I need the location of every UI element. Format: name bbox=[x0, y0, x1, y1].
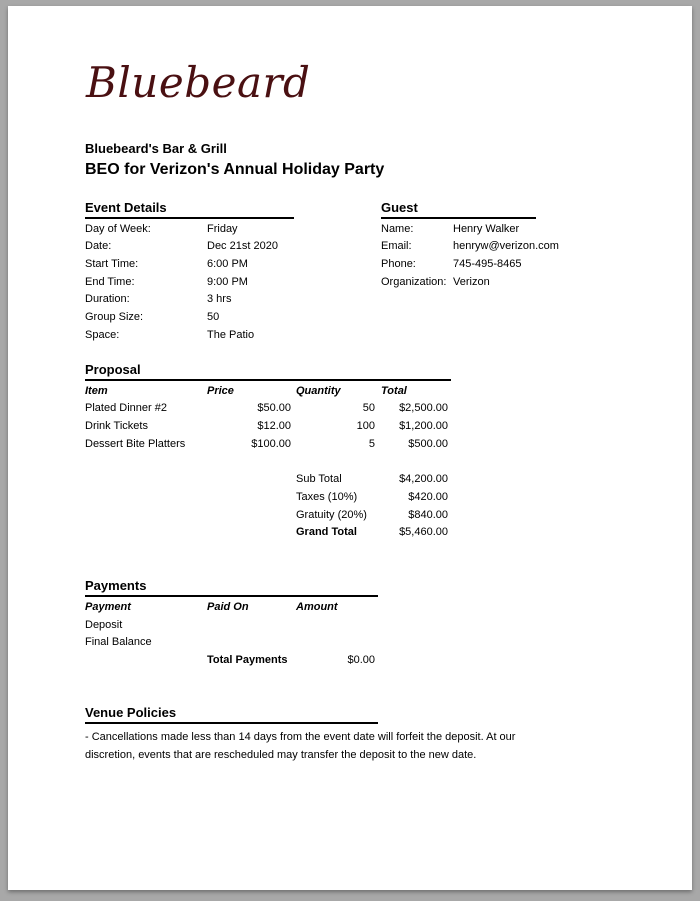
detail-value: 9:00 PM bbox=[207, 276, 248, 288]
venue-name: Bluebeard's Bar & Grill bbox=[85, 141, 227, 156]
column-header-total: Total bbox=[381, 385, 407, 397]
proposal-rule bbox=[85, 379, 451, 381]
detail-value: 6:00 PM bbox=[207, 258, 248, 270]
total-payments-value: $0.00 bbox=[347, 654, 375, 666]
column-header-price: Price bbox=[207, 385, 234, 397]
detail-label: Date: bbox=[85, 240, 112, 252]
detail-label: Duration: bbox=[85, 293, 130, 305]
payment-row: Deposit bbox=[85, 619, 123, 631]
guest-value: Henry Walker bbox=[453, 223, 520, 235]
guest-label: Phone: bbox=[381, 258, 416, 270]
grand-total-label: Grand Total bbox=[296, 526, 357, 538]
item-quantity: 100 bbox=[356, 420, 375, 432]
guest-label: Name: bbox=[381, 223, 414, 235]
summary-label: Sub Total bbox=[296, 473, 342, 485]
detail-label: Space: bbox=[85, 329, 120, 341]
guest-rule bbox=[381, 217, 536, 219]
grand-total-value: $5,460.00 bbox=[399, 526, 448, 538]
detail-value: Friday bbox=[207, 223, 238, 235]
payments-rule bbox=[85, 595, 378, 597]
summary-label: Taxes (10%) bbox=[296, 491, 358, 503]
detail-label: Start Time: bbox=[85, 258, 139, 270]
column-header-item: Item bbox=[85, 385, 108, 397]
summary-value: $4,200.00 bbox=[399, 473, 448, 485]
item-name: Drink Tickets bbox=[85, 420, 148, 432]
total-payments-label: Total Payments bbox=[207, 654, 288, 666]
document-page bbox=[8, 6, 692, 890]
detail-label: Group Size: bbox=[85, 311, 144, 323]
column-header-paid-on: Paid On bbox=[207, 601, 249, 613]
page-title: BEO for Verizon's Annual Holiday Party bbox=[85, 161, 385, 178]
column-header-amount: Amount bbox=[296, 601, 338, 613]
detail-value: 50 bbox=[207, 311, 220, 323]
item-name: Plated Dinner #2 bbox=[85, 402, 167, 414]
bluebeard-logo: Bluebeard bbox=[86, 58, 311, 107]
guest-value: henryw@verizon.com bbox=[453, 240, 559, 252]
summary-value: $840.00 bbox=[408, 509, 448, 521]
detail-value: The Patio bbox=[207, 329, 255, 341]
detail-label: End Time: bbox=[85, 276, 135, 288]
venue-policies-heading: Venue Policies bbox=[85, 705, 177, 720]
item-total: $2,500.00 bbox=[399, 402, 448, 414]
detail-value: Dec 21st 2020 bbox=[207, 240, 278, 252]
payment-row: Final Balance bbox=[85, 636, 152, 648]
guest-label: Organization: bbox=[381, 276, 447, 288]
column-header-payment: Payment bbox=[85, 601, 131, 613]
item-total: $500.00 bbox=[408, 438, 448, 450]
guest-label: Email: bbox=[381, 240, 412, 252]
payments-heading: Payments bbox=[85, 578, 147, 593]
item-name: Dessert Bite Platters bbox=[85, 438, 186, 450]
item-total: $1,200.00 bbox=[399, 420, 448, 432]
summary-value: $420.00 bbox=[408, 491, 448, 503]
venue-policies-rule bbox=[85, 722, 378, 724]
item-price: $12.00 bbox=[257, 420, 291, 432]
summary-label: Gratuity (20%) bbox=[296, 509, 367, 521]
event-details-heading: Event Details bbox=[85, 200, 167, 215]
guest-value: 745-495-8465 bbox=[453, 258, 522, 270]
item-price: $50.00 bbox=[257, 402, 291, 414]
venue-policies-text: - Cancellations made less than 14 days from the event date will forfeit the deposit. At our discretion, events that are rescheduled may transfer the deposit to the new date. bbox=[85, 731, 516, 761]
proposal-heading: Proposal bbox=[85, 362, 141, 377]
detail-value: 3 hrs bbox=[207, 293, 232, 305]
detail-label: Day of Week: bbox=[85, 223, 151, 235]
column-header-quantity: Quantity bbox=[296, 385, 341, 397]
event-details-rule bbox=[85, 217, 294, 219]
item-quantity: 5 bbox=[368, 438, 375, 450]
item-quantity: 50 bbox=[362, 402, 375, 414]
guest-value: Verizon bbox=[453, 276, 490, 288]
item-price: $100.00 bbox=[251, 438, 291, 450]
guest-heading: Guest bbox=[381, 200, 418, 215]
